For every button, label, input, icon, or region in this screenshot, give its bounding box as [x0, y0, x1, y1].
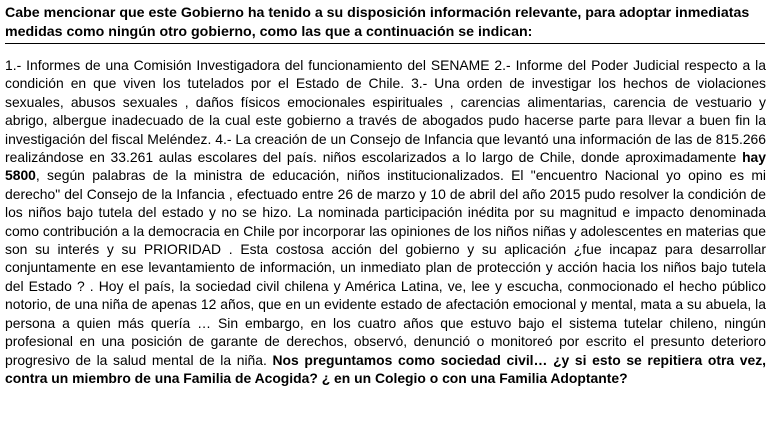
body-text-part-2: , según palabras de la ministra de educación, niños institucionalizados. El "encuentro Nacional yo opino es mi derecho" del Consejo de la Infancia , efectuado entre 26 de marzo y 10 de abril del año 2015 pudo resolver la condición de los niños bajo tutela del estado y no se hizo. La nominada participación inédita por su magnitud e impacto denominada como contribución a la democracia en Chile por incorporar las opiniones de los niños niñas y adolescentes en materias que son su interés y su PRIORIDAD . Esta costosa acción del gobierno y su aplicación ¿fue incapaz para desarrollar conjuntamente en ese levantamiento de información, un inmediato plan de protección y acción hacia los niños bajo tutela del Estado ? . Hoy el país, la sociedad civil chilena y América Latina, ve, lee y escucha, conmocionado el hecho público notorio, de una niña de apenas 12 años, que en un evidente estado de afectación emocional y mental, mata a su abuela, la persona a quien más quería … Sin embargo, en los cuatro años que estuvo bajo el sistema tutelar chileno, ningún profesional en una posición de garante de derechos, observó, denunció o monitoreó por escrito el presunto deterioro progresivo de la salud mental de la niña.: [5, 167, 766, 368]
body-closing-question: Nos preguntamos como sociedad civil… ¿y si esto se repitiera otra vez, contra un miembro de una Familia de Acogida? ¿ en un Colegio o con una Familia Adoptante?: [5, 351, 766, 386]
body-bold-figure: hay 5800: [5, 149, 766, 184]
body-text-part-1: 1.- Informes de una Comisión Investigadora del funcionamiento del SENAME 2.- Informe del Poder Judicial respecto a la condición en que viven los tutelados por el Estado de Chile. 3.- Una orden de investigar los hechos de violaciones sexuales, abusos sexuales , daños físicos emocionales espirituales , carencias alimentarias, carencia de vestuario y abrigo, albergue inadecuado de la cual este gobierno a través de abogados pudo hacerse parte para llevar a buen fin la investigación del fiscal Meléndez. 4.- La creación de un Consejo de Infancia que levantó una información de las de 815.266 realizándose en 33.261 aulas escolares del país. niños escolarizados a lo largo de Chile, donde aproximadamente: [5, 57, 766, 166]
document-body: [5, 56, 766, 387]
document-heading: Cabe mencionar que este Gobierno ha tenido a su disposición información relevante, para adoptar inmediatas medidas como ningún otro gobierno, como las que a continuación se indican:: [5, 5, 750, 40]
document: [5, 0, 766, 387]
heading-divider: [5, 43, 765, 44]
